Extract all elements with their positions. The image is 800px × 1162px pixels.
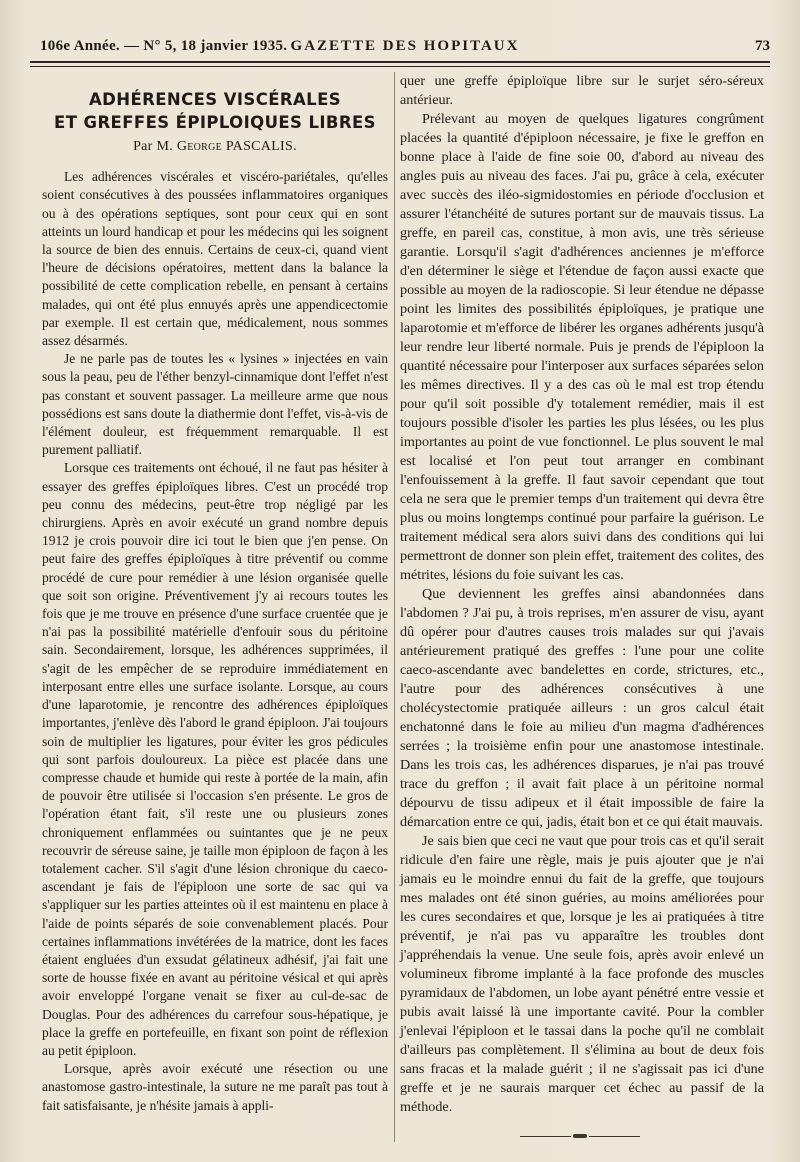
left-column — [42, 72, 388, 1115]
header-rule — [30, 61, 770, 67]
paragraph: Lorsque, après avoir exécuté une résection ou une anastomose gastro-intestinale, la suture ne me paraît pas tout à fait satisfaisante, je n'hésite jamais à appli- — [42, 1061, 388, 1113]
issue-line: 106e Année. — N° 5, 18 janvier 1935. — [40, 38, 288, 54]
paragraph-continuation: quer une greffe épiploïque libre sur le surjet séro-séreux antérieur. — [400, 73, 764, 108]
byline-prefix: Par M. — [133, 139, 173, 154]
paragraph: Prélevant au moyen de quelques ligatures congrûment placées la quantité d'épiploon nécessaire, je fixe le greffon en bonne place à l'aide de fine soie 00, d'abord au niveau des angles puis au niveau des faces. J'ai pu, grâce à cela, exécuter avec succès des iléo-sigmidostomies en période d'occlusion et assurer l'étanchéité de sutures portant sur de mauvais tissus. La greffe, en pareil cas, constitue, à mon avis, une très sérieuse garantie. Lorsqu'il s'agit d'adhérences anciennes je m'efforce d'en déterminer le siège et l'étendue de façon aussi exacte que possible au moyen de la radioscopie. Si leur étendue ne dépasse point les limites des possibilités épiploïques, je pratique une laparotomie et m'efforce de libérer les organes adhérents jusqu'à leur rendre leur liberté normale. Puis je prends de l'épiploon la quantité nécessaire pour l'interposer aux surfaces séparées selon les mêmes directives. Il y a des cas où le mal est trop étendu pour qu'il soit possible d'y totalement remédier, mais il est toujours possible d'isoler les parties les plus lésées, ou les plus importantes au point de vue fonctionnel. Le plus souvent le mal est localisé et l'on peut tout arranger en combinant l'enfouissement à la greffe. Il faut savoir cependant que tout cela ne sera que le premier temps d'un traitement qui devra être plus ou moins longtemps continué pour parfaire la guérison. Le traitement médical sera alors suivi dans des conditions qui lui permettront de donner son plein effet, traitement des colites, des métrites, lésions du foie suivant les cas. — [400, 111, 764, 583]
paragraph: Lorsque ces traitements ont échoué, il ne faut pas hésiter à essayer des greffes épiploïques libres. C'est un procédé trop peu connu des médecins, peut-être trop négligé par les chirurgiens. Après en avoir exécuté un grand nombre depuis 1912 je crois pouvoir dire ici tout le bien que j'en pense. On peut faire des greffes épiploïques à titre préventif ou comme procédé de cure pour remédier à une lésion organisée quelle que soit son origine. Préventivement j'y ai recours toutes les fois que je me trouve en présence d'une surface cruentée que je n'ai pas la possibilité matérielle d'enfouir sous du péritoine sain. Secondairement, lorsque, les adhérences supprimées, il s'agit de les empêcher de se reproduire immédiatement en interposant entre elles une surface isolante. Lorsque, au cours d'une laparotomie, je rencontre des adhérences épiploïques importantes, j'enlève dès l'abord le grand épiploon. J'ai toujours soin de multiplier les ligatures, pour éviter les gros pédicules qui sont parfois douloureux. La pièce est placée dans une compresse chaude et humide qui reste à portée de la main, afin de pouvoir être utilisée si l'occasion s'en présente. Le gros de l'opération étant fait, s'il reste une ou plusieurs zones chroniquement enflammées ou suintantes que je ne peux recouvrir de séreuse saine, je taille mon épiploon de façon à les totalement cacher. S'il s'agit d'une lésion chronique du caeco-ascendant je fais de l'épiploon une sorte de sac qui va s'appliquer sur les parties atteintes où il est maintenu en place à l'aide de points séparés de soie convenablement placés. Pour certaines inflammations invétérées de la matrice, dont les faces étaient engluées d'un exsudat gélatineux adhésif, j'ai fait une sorte de housse fixée en avant au péritoine vésical et qui après avoir enveloppé l'organe venait se fixer au cul-de-sac de Douglas. Pour des adhérences du carrefour sous-hépatique, je place la greffe en portefeuille, en fixant son point de réflexion au petit épiploon. — [42, 460, 388, 1058]
byline — [42, 138, 388, 156]
paragraph: Je sais bien que ceci ne vaut que pour trois cas et qu'il serait ridicule d'en faire une règle, mais je puis ajouter que je n'ai jamais eu le moindre ennui du fait de la greffe, que toujours mes malades ont été sinon guéries, au moins améliorées pour les cures secondaires et que, lorsque je les ai pratiquées à titre préventif, je n'ai pas vu apparaître les troubles dont j'appréhendais la venue. Une seule fois, après avoir enlevé un volumineux fibrome implanté à la face profonde des muscles pyramidaux de l'abdomen, un lobe ayant pénétré entre vessie et pubis avait laissé là une importante cavité. Pour la combler j'enlevai l'épiploon et le tassai dans la poche qu'il ne comblait d'ailleurs pas complètement. Il s'élimina au bout de deux fois sans fracas et la malade guérit ; il ne s'agissait pas ici d'une greffe et je ne saurais marquer cet échec au passif de la méthode. — [400, 833, 764, 1115]
page-header — [40, 30, 770, 60]
page-number: 73 — [755, 38, 770, 54]
paragraph: Les adhérences viscérales et viscéro-pariétales, qu'elles soient consécutives à des poussées inflammatoires organiques ou à des opérations septiques, sont pour ceux qui en sont atteints un lourd handicap et pour les médecins qui les soignent la source de bien des ennuis. Certains de ceux-ci, quand vient l'heure de décisions opératoires, mettent dans la balance la possibilité de cette complication rebelle, en pensant à certains malades, qui ont été plus ennuyés après une appendicectomie par exemple. Il est certain que, médicalement, nous sommes assez désarmés. — [42, 169, 388, 349]
ornament-line — [589, 1136, 640, 1137]
journal-title: GAZETTE DES HOPITAUX — [290, 38, 520, 54]
right-column — [400, 72, 764, 1117]
article-title — [42, 88, 388, 134]
column-divider — [394, 72, 395, 1142]
title-line-2: ET GREFFES ÉPIPLOIQUES LIBRES — [54, 113, 376, 132]
paragraph: Je ne parle pas de toutes les « lysines » injectées en vain sous la peau, peu de l'éther benzyl-cinnamique dont l'effet n'est pas constant et souvent passager. La meilleure arme que nous possédions est sans doute la diathermie dont l'effet, vis-à-vis de l'élément douleur, est fréquemment remarquable. Il est purement palliatif. — [42, 351, 388, 458]
title-line-1: ADHÉRENCES VISCÉRALES — [88, 90, 342, 109]
ornament-dot — [573, 1134, 587, 1138]
author-name: George PASCALIS. — [176, 139, 297, 154]
ornament-line — [520, 1136, 571, 1137]
end-ornament — [520, 1132, 640, 1140]
paragraph: Que deviennent les greffes ainsi abandonnées dans l'abdomen ? J'ai pu, à trois reprises, m'en assurer de visu, ayant dû opérer pour d'autres causes trois malades sur qui j'avais antérieurement pratiqué des greffes : l'une pour une colite caeco-ascendante avec bandelettes en corde, strictures, etc., l'autre pour des adhérences consécutives à une cholécystectomie pratiquée ailleurs : un gros calcul était enchatonné dans le foie au milieu d'un magma d'adhérences serrées ; la troisième enfin pour une anastomose intestinale. Dans les trois cas, les adhérences disparues, je n'ai pas trouvé trace du greffon ; il avait fait place à un péritoine normal dépourvu de tissu adipeux et il était impossible de faire la démarcation entre ce qui, jadis, était bon et ce qui était mauvais. — [400, 586, 764, 830]
